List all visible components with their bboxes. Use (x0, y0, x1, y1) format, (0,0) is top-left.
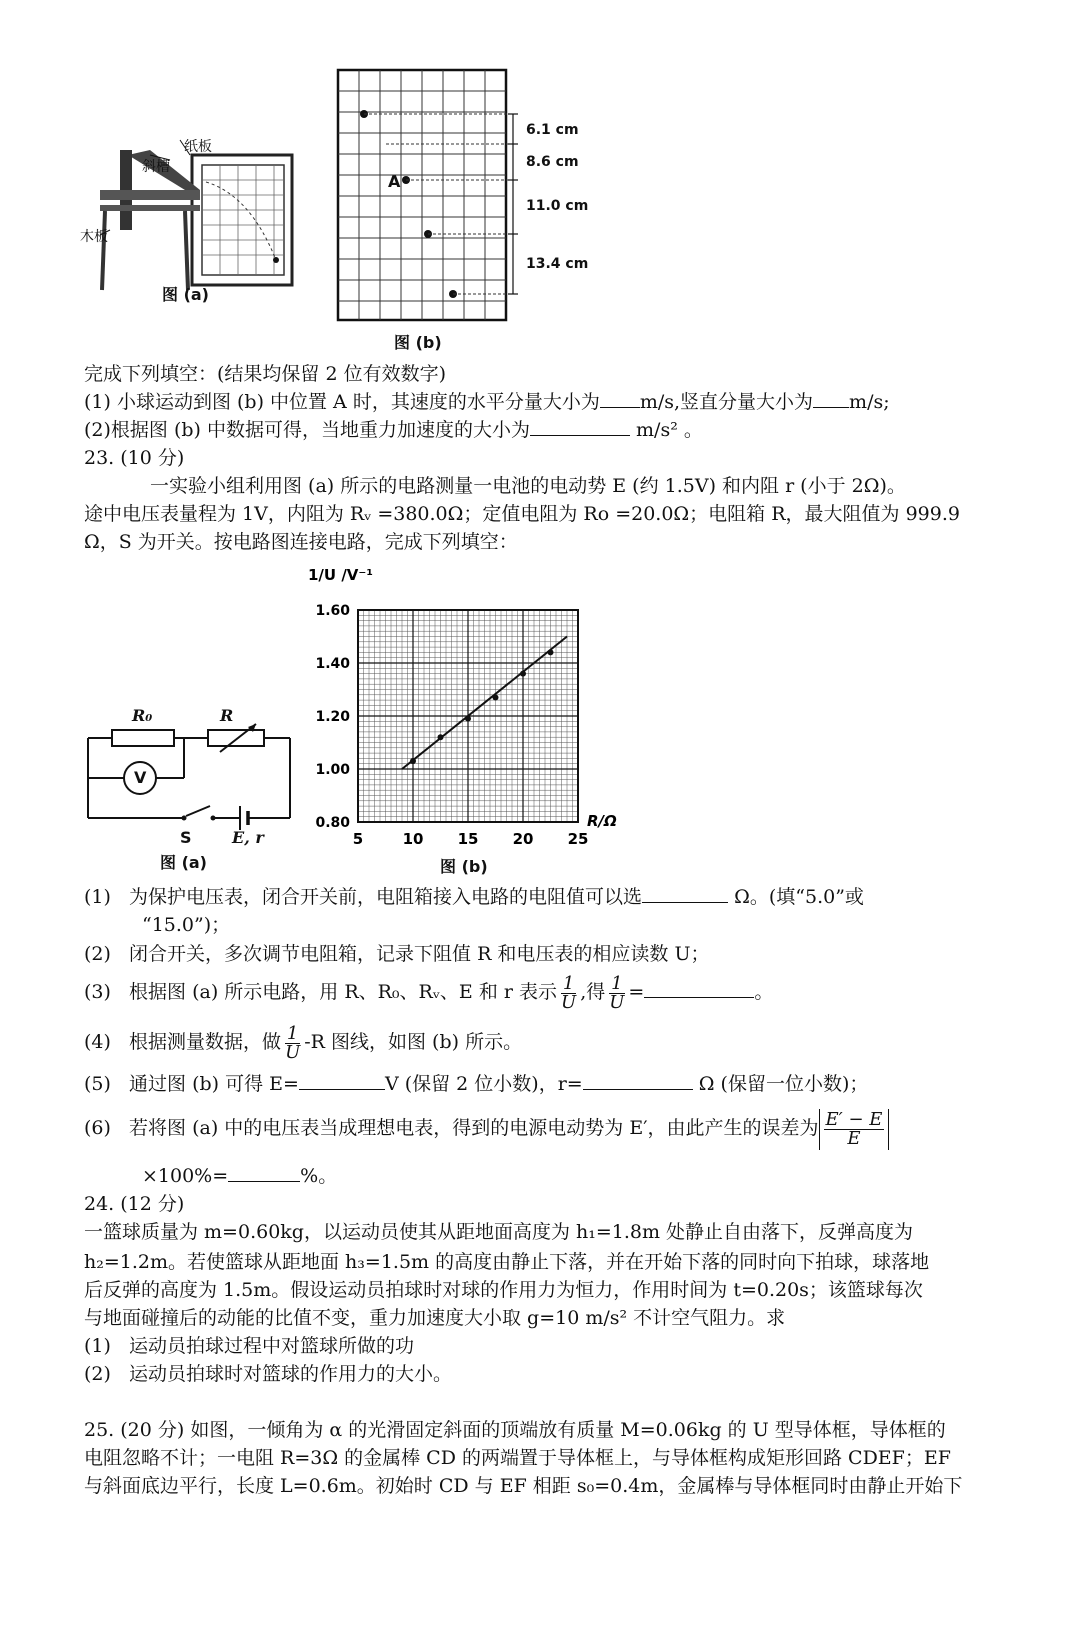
answer-blank[interactable] (644, 979, 754, 998)
figure-b-grid (330, 66, 600, 356)
q23-line3: Ω，S 为开关。按电路图连接电路，完成下列填空： (84, 531, 518, 553)
x-axis-label: R/Ω (587, 812, 617, 830)
distance-label-4: 13.4 cm (526, 256, 589, 272)
distance-label-1: 6.1 cm (526, 122, 579, 138)
figure-a-apparatus (80, 120, 300, 320)
q23-line1: 一实验小组利用图 (a) 所示的电路测量一电池的电动势 E (约 1.5V) 和内阻 r (小于 2Ω)。 (150, 475, 906, 497)
circuit-figure (80, 700, 300, 880)
distance-label-2: 8.6 cm (526, 154, 579, 170)
y-axis-label: 1/U /V⁻¹ (308, 566, 373, 584)
data-point (520, 671, 526, 677)
y-tick-label: 0.80 (315, 815, 350, 831)
q23-item3: (3) 根据图 (a) 所示电路，用 R、R₀、Rᵥ、E 和 r 表示 $\frac{1}{U}$ ,得 $\frac{1}{U}$ = 。 (84, 972, 774, 1013)
x-tick-label: 15 (457, 830, 479, 848)
answer-blank[interactable] (583, 1071, 693, 1090)
data-point (465, 716, 471, 722)
x-tick-label: 5 (352, 830, 364, 848)
q23-item6: (6) 若将图 (a) 中的电压表当成理想电表，得到的电源电动势为 E′，由此产生的误差为 $\frac{E' - E}{E}$ (84, 1104, 889, 1152)
q22-part1: (1) 小球运动到图 (b) 中位置 A 时，其速度的水平分量大小为 m/s,竖直分量大小为 m/s; (84, 391, 890, 413)
x-tick-label: 25 (567, 830, 589, 848)
label-chute: 斜槽 (142, 159, 170, 175)
answer-blank[interactable] (228, 1163, 300, 1182)
abs-error-expression: $\frac{E' - E}{E}$ (819, 1109, 890, 1150)
q24-item1: (1) 运动员拍球过程中对篮球所做的功 (84, 1335, 415, 1357)
x-tick-label: 20 (512, 830, 534, 848)
graph-1-over-u-vs-r (300, 560, 640, 854)
label-source: E, r (232, 828, 264, 847)
q25-line2: 电阻忽略不计；一电阻 R=3Ω 的金属棒 CD 的两端置于导体框上，与导体框构成矩形回路 CDEF；EF (84, 1447, 951, 1469)
answer-blank[interactable] (813, 389, 849, 408)
q25-line3: 与斜面底边平行，长度 L=0.6m。初始时 CD 与 EF 相距 s₀=0.4m，金属棒与导体框同时由静止开始下 (84, 1475, 963, 1497)
label-wood-board: 木板 (80, 229, 108, 245)
resistor-box-r (208, 730, 264, 746)
q23-line2: 途中电压表量程为 1V，内阻为 Rᵥ =380.0Ω；定值电阻为 Ro =20.0Ω；电阻箱 R，最大阻值为 999.9 (84, 503, 960, 525)
q23-item1: (1) 为保护电压表，闭合开关前，电阻箱接入电路的电阻值可以选 Ω。(填“5.0”或 (84, 886, 864, 908)
q24-line1: 一篮球质量为 m=0.60kg，以运动员使其从距地面高度为 h₁=1.8m 处静止自由落下，反弹高度为 (84, 1221, 914, 1243)
y-tick-label: 1.20 (315, 709, 350, 725)
q23-item6-cont: ×100%= %。 (142, 1165, 338, 1187)
q23-item2: (2) 闭合开关，多次调节电阻箱，记录下阻值 R 和电压表的相应读数 U； (84, 943, 710, 965)
q25-line1: 25. (20 分) 如图，一倾角为 α 的光滑固定斜面的顶端放有质量 M=0.06kg 的 U 型导体框，导体框的 (84, 1419, 946, 1441)
trajectory-grid (330, 66, 600, 328)
q22-part2: (2)根据图 (b) 中数据可得，当地重力加速度的大小为 m/s² 。 (84, 419, 703, 441)
label-switch: S (180, 828, 192, 847)
answer-blank[interactable] (530, 417, 630, 436)
fraction-1-over-u: $\frac{1}{U}$ (609, 972, 625, 1013)
answer-blank[interactable] (299, 1071, 385, 1090)
data-point (548, 649, 554, 655)
data-point (493, 694, 499, 700)
x-tick-label: 10 (402, 830, 424, 848)
q23-header: 23. (10 分) (84, 447, 185, 469)
answer-blank[interactable] (600, 389, 640, 408)
resistor-r0 (112, 730, 174, 746)
q23-item1-cont: “15.0”)； (142, 914, 231, 936)
label-voltmeter: V (134, 768, 147, 787)
answer-blank[interactable] (642, 884, 728, 903)
label-r: R (220, 706, 234, 725)
graph-figure (300, 560, 640, 880)
y-tick-label: 1.60 (315, 603, 350, 619)
graph-caption: 图 (b) (440, 857, 488, 876)
point-a-label: A (388, 172, 401, 191)
q24-line4: 与地面碰撞后的动能的比值不变，重力加速度大小取 g=10 m/s² 不计空气阻力。求 (84, 1307, 786, 1329)
q24-line3: 后反弹的高度为 1.5m。假设运动员拍球时对球的作用力为恒力，作用时间为 t=0.20s；该篮球每次 (84, 1279, 923, 1301)
data-point (438, 734, 444, 740)
y-tick-label: 1.40 (315, 656, 350, 672)
q23-item4: (4) 根据测量数据，做 $\frac{1}{U}$ -R 图线，如图 (b) 所示。 (84, 1022, 523, 1063)
figure-b-caption: 图 (b) (394, 333, 442, 352)
y-tick-label: 1.00 (315, 762, 350, 778)
q23-item5: (5) 通过图 (b) 可得 E= V (保留 2 位小数)，r= Ω (保留一位小数)； (84, 1073, 869, 1095)
label-paper-board: 纸板 (184, 139, 212, 155)
fraction-1-over-u: $\frac{1}{U}$ (561, 972, 577, 1013)
fraction-1-over-u: $\frac{1}{U}$ (285, 1022, 301, 1063)
q22-intro: 完成下列填空：(结果均保留 2 位有效数字) (84, 363, 446, 385)
q24-line2: h₂=1.2m。若使篮球从距地面 h₃=1.5m 的高度由静止下落，并在开始下落的同时向下拍球，球落地 (84, 1251, 930, 1273)
q24-header: 24. (12 分) (84, 1193, 185, 1215)
q24-item2: (2) 运动员拍球时对篮球的作用力的大小。 (84, 1363, 453, 1385)
distance-label-3: 11.0 cm (526, 198, 589, 214)
figure-a-caption: 图 (a) (162, 285, 209, 304)
label-r0: R₀ (132, 706, 153, 725)
data-point (410, 758, 416, 764)
circuit-caption: 图 (a) (160, 853, 207, 872)
